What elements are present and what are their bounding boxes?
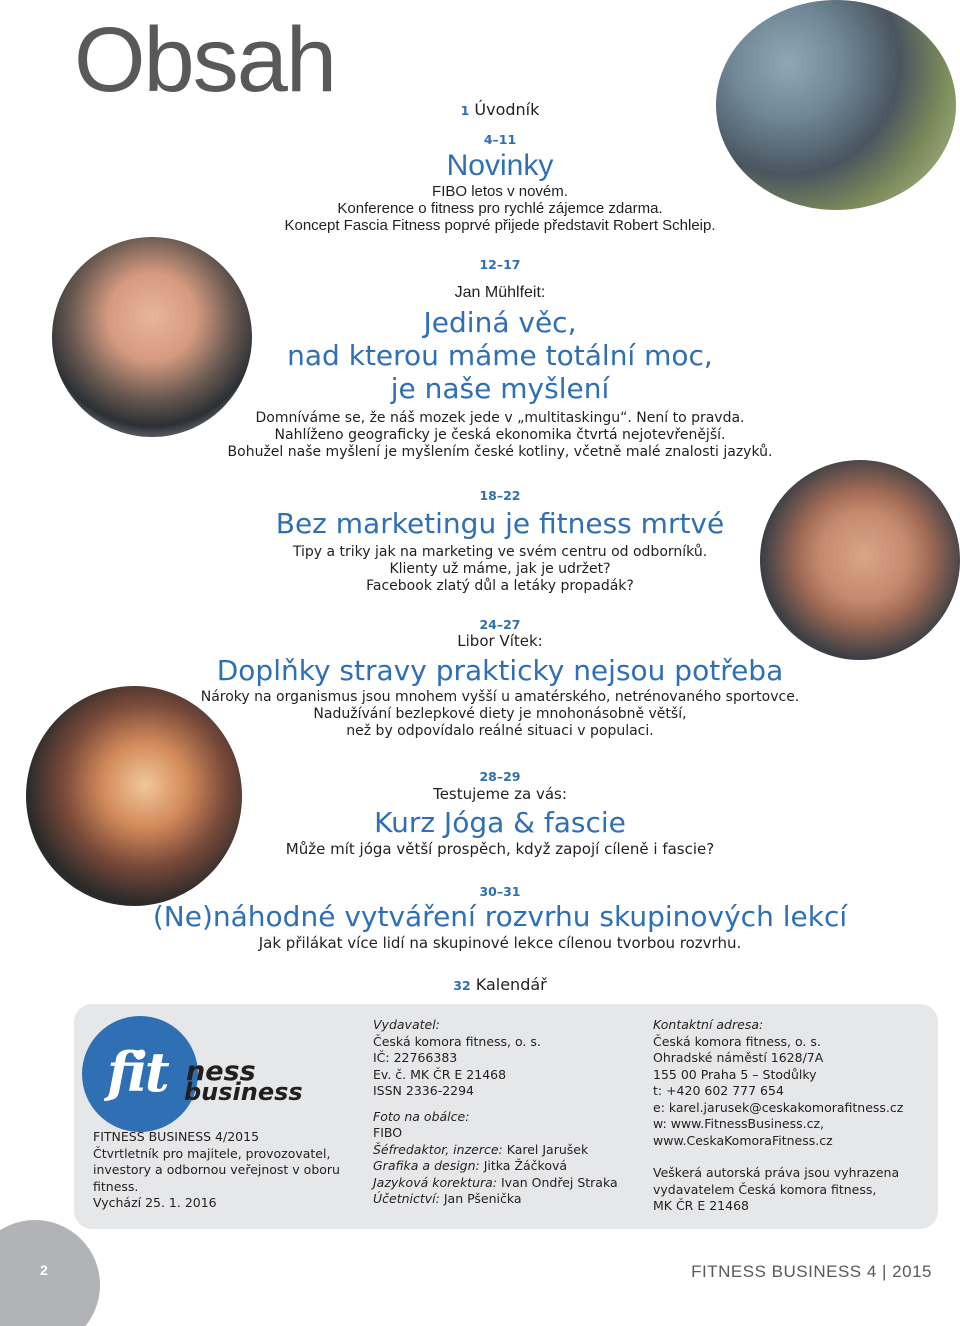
accounting-label: Účetnictví:	[373, 1191, 440, 1206]
imprint-publisher	[373, 1017, 653, 1208]
entry-headline: Kurz Jóga & fascie	[374, 806, 626, 839]
imprint-line: Ohradské náměstí 1628/7A	[653, 1050, 824, 1065]
entry-title: Kalendář	[475, 975, 547, 994]
rights-line: Veškerá autorská práva jsou vyhrazena	[653, 1165, 900, 1180]
logo-text-fit: fit	[107, 1040, 167, 1104]
rights-line: vydavatelem Česká komora fitness,	[653, 1181, 877, 1197]
toc-entry-vitek[interactable]	[0, 617, 960, 740]
design-label: Grafika a design:	[373, 1158, 480, 1173]
page-title: Obsah	[74, 9, 336, 111]
entry-line: Jak přilákat více lidí na skupinové lekce cílenou tvorbou rozvrhu.	[258, 934, 742, 952]
imprint-line: investory a odbornou veřejnost v oboru	[93, 1162, 340, 1177]
imprint-line: Čtvrtletník pro majitele, provozovatel,	[93, 1145, 331, 1161]
entry-headline: je naše myšlení	[390, 372, 610, 405]
entry-line: než by odpovídalo reálné situaci v populaci.	[346, 723, 654, 739]
imprint-line: Česká komora fitness, o. s.	[373, 1033, 541, 1049]
imprint-line: Česká komora fitness, o. s.	[653, 1033, 821, 1049]
entry-headline: nad kterou máme totální moc,	[287, 339, 713, 372]
entry-author: Libor Vítek:	[457, 632, 543, 650]
web-link[interactable]: www.CeskaKomoraFitness.cz	[653, 1132, 833, 1148]
imprint-line: 155 00 Praha 5 – Stodůlky	[653, 1066, 817, 1082]
entry-line: FIBO letos v novém.	[432, 183, 568, 200]
contact-label: Kontaktní adresa:	[653, 1017, 764, 1032]
proof-value: Ivan Ondřej Straka	[497, 1174, 618, 1190]
page-ref: 1	[460, 103, 470, 118]
design-value: Jitka Žáčková	[479, 1158, 568, 1173]
running-footer: FITNESS BUSINESS 4 | 2015	[691, 1262, 932, 1281]
page-ref: 18–22	[479, 488, 521, 503]
page-ref: 30–31	[479, 884, 521, 899]
logo-text-business: business	[184, 1078, 303, 1106]
entry-line: Facebook zlatý důl a letáky propadák?	[366, 578, 634, 594]
editor-label: Šéfredaktor, inzerce:	[373, 1141, 503, 1157]
entry-line: Konference o fitness pro rychlé zájemce zdarma.	[337, 200, 663, 217]
toc-entry-uvodnik[interactable]	[0, 100, 960, 119]
entry-line: Nároky na organismus jsou mnohem vyšší u amatérského, netrénovaného sportovce.	[200, 689, 800, 705]
entry-headline: Jediná věc,	[423, 306, 577, 339]
imprint-contact	[653, 1017, 938, 1215]
accounting-value: Jan Pšenička	[439, 1191, 522, 1206]
entry-line: Bohužel naše myšlení je myšlením české kotliny, včetně malé znalosti jazyků.	[227, 444, 773, 460]
entry-headline: (Ne)náhodné vytváření rozvrhu skupinových lekcí	[152, 900, 848, 933]
entry-line: Domníváme se, že náš mozek jede v „multitaskingu“. Není to pravda.	[255, 410, 745, 426]
page-number: 2	[40, 1262, 48, 1278]
publisher-label: Vydavatel:	[373, 1017, 440, 1032]
logo-text-ness: ness	[186, 1056, 256, 1087]
toc-entry-muhlfeit[interactable]	[0, 257, 960, 461]
cover-label: Foto na obálce:	[373, 1108, 470, 1124]
toc-entry-marketing[interactable]	[0, 488, 960, 595]
entry-line: Nahlíženo geograficky je česká ekonomika čtvrtá nejotevřenější.	[274, 427, 726, 443]
toc-entry-kalendar[interactable]	[0, 975, 960, 994]
entry-line: Může mít jóga větší prospěch, když zapojí cíleně i fascie?	[285, 840, 715, 858]
entry-headline: Doplňky stravy prakticky nejsou potřeba	[216, 654, 784, 687]
page-ref: 28–29	[479, 769, 521, 784]
entry-line: Koncept Fascia Fitness poprvé přijede představit Robert Schleip.	[284, 217, 716, 234]
imprint-line: IČ: 22766383	[373, 1050, 458, 1065]
entry-title: Úvodník	[474, 100, 540, 119]
proof-label: Jazyková korektura:	[373, 1174, 498, 1190]
imprint-magazine-info	[93, 1129, 378, 1212]
web-link[interactable]: w: www.FitnessBusiness.cz,	[653, 1116, 825, 1131]
page-ref: 32	[453, 978, 471, 993]
page-corner-tab	[0, 1220, 100, 1326]
editor-value: Karel Jarušek	[502, 1141, 589, 1157]
toc-entry-rozvrh[interactable]	[0, 884, 960, 952]
entry-line: Klienty už máme, jak je udržet?	[389, 561, 611, 577]
entry-headline: Bez marketingu je fitness mrtvé	[275, 507, 725, 540]
entry-headline: Novinky	[446, 149, 554, 182]
imprint-line: t: +420 602 777 654	[653, 1083, 784, 1098]
imprint-line: Ev. č. MK ČR E 21468	[373, 1066, 507, 1082]
cover-value: FIBO	[373, 1125, 403, 1140]
imprint-line: fitness.	[93, 1178, 139, 1194]
imprint-line: Vychází 25. 1. 2016	[93, 1195, 217, 1210]
entry-line: Nadužívání bezlepkové diety je mnohonásobně větší,	[313, 706, 687, 722]
entry-author: Testujeme za vás:	[433, 785, 567, 803]
page-ref: 12–17	[479, 257, 521, 272]
email-link[interactable]: e: karel.jarusek@ceskakomorafitness.cz	[653, 1099, 904, 1115]
rights-line: MK ČR E 21468	[653, 1198, 749, 1213]
toc-entry-novinky[interactable]	[0, 132, 960, 234]
entry-author: Jan Mühlfeit:	[454, 284, 546, 301]
toc-entry-joga[interactable]	[0, 769, 960, 858]
imprint-line: ISSN 2336-2294	[373, 1083, 475, 1098]
entry-line: Tipy a triky jak na marketing ve svém centru od odborníků.	[292, 544, 708, 560]
page-ref: 4–11	[483, 132, 517, 147]
imprint-line: FITNESS BUSINESS 4/2015	[93, 1129, 260, 1144]
page-ref: 24–27	[479, 617, 521, 632]
